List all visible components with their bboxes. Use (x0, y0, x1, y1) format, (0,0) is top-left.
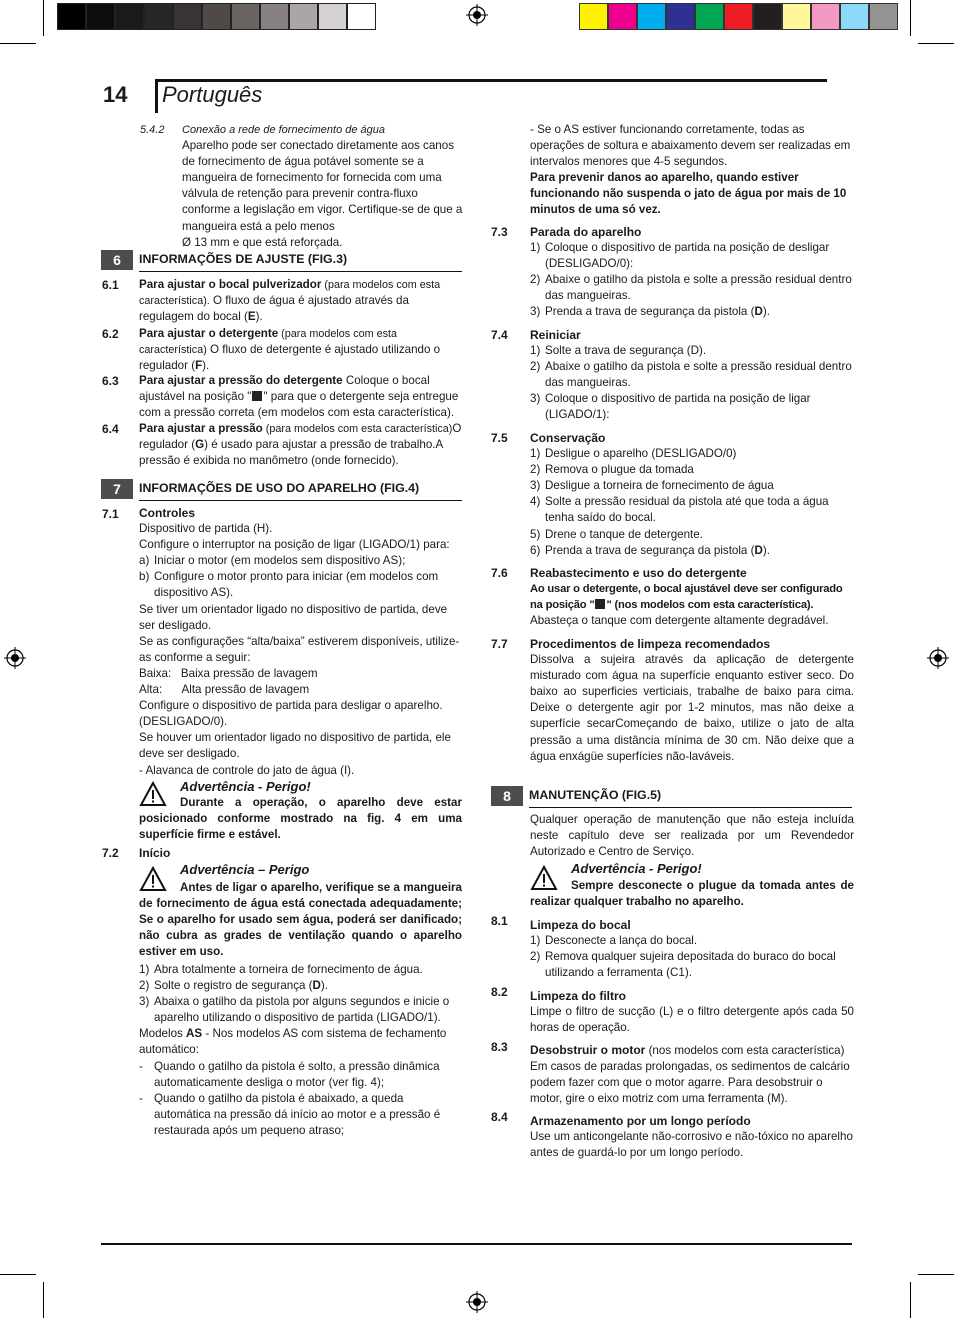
paragraph: Ø 13 mm e que está reforçada. (182, 235, 343, 249)
section-title: Limpeza do filtro (530, 989, 626, 1003)
item-text: O fluxo de detergente é ajustado utilizando o regulador ( (139, 343, 441, 373)
section-number: 8.3 (491, 1040, 508, 1054)
gray-swatch (173, 3, 202, 30)
list-item: - Quando o gatilho da pistola é solto, a pressão dinâmica automaticamente desliga o motor (ver fig. 4); (139, 1059, 440, 1089)
paragraph: Limpe o filtro de sucção (L) e o filtro detergente após cada 50 horas de operação. (530, 1005, 854, 1035)
item-text: O fluxo de água é ajustado através da regulagem do bocal ( (139, 294, 409, 324)
crop-mark (43, 1282, 44, 1318)
section-title: MANUTENÇÃO (FIG.5) (529, 788, 662, 802)
item-note: (para modelos com esta característica) (139, 328, 398, 357)
setting-low: Baixa: Baixa pressão de lavagem (139, 666, 318, 680)
page-language-title: Português (162, 82, 263, 107)
divider (139, 500, 462, 502)
list-item: 2) Solte o registro de segurança (D). (139, 979, 329, 993)
section-number: 6.2 (102, 327, 119, 341)
section-title: Início (139, 846, 171, 860)
paragraph: Ao usar o detergente, o bocal ajustável deve ser configurado na posição " " (nos modelos com esta característica). (530, 583, 843, 612)
section-7-2-continued (530, 122, 852, 219)
gray-swatch (260, 3, 289, 30)
list-item: 2) Remova o plugue da tomada (530, 463, 694, 477)
section-title: Conservação (530, 431, 606, 445)
paragraph: Modelos AS - Nos modelos AS com sistema de fechamento automático: (139, 1027, 447, 1057)
list-item: 3) Desligue a torneira de fornecimento de água (530, 479, 774, 493)
section-6-1 (139, 277, 462, 325)
item-title: Para ajustar a pressão do detergente (139, 374, 343, 387)
section-title: Armazenamento por um longo período (530, 1114, 751, 1128)
color-swatch (579, 3, 608, 30)
detergent-nozzle-icon (252, 391, 262, 401)
color-swatch (666, 3, 695, 30)
section-8-3 (530, 1042, 854, 1107)
section-number: 5.4.2 (140, 124, 165, 136)
list-item: 2) Remova qualquer sujeira depositada do buraco do bocal utilizando a ferramenta (C1). (530, 950, 836, 980)
section-number: 7.2 (102, 846, 119, 860)
crop-mark (910, 0, 911, 36)
registration-mark-icon (4, 647, 26, 669)
section-7-2-steps (139, 962, 462, 1139)
section-5-4-2 (182, 122, 464, 251)
paragraph: Configure o interruptor na posição de ligar (LIGADO/1) para: (139, 538, 450, 552)
section-number: 6.1 (102, 278, 119, 292)
crop-mark (43, 0, 44, 36)
item-note: (para modelos com esta característica). (139, 279, 441, 308)
list-item: 3) Coloque o dispositivo de partida na posição de ligar (LIGADO/1): (530, 392, 811, 422)
section-title: Limpeza do bocal (530, 918, 631, 932)
paragraph: Dissolva a sujeira através da aplicação de detergente misturado com água na superfície enquanto estiver seco. Do baixo ao superficies verticiais, trabalhe de baixo para cima. Deixe o detergente agir por 1-2 minutos, mas não deixe a superfície secarComeçando de baixo, utilize o jato de alta pressão a uma distância mínima de 30 cm. Não deixe que a água enxágüe superfícies não-laváveis. (530, 653, 854, 763)
color-swatch (811, 3, 840, 30)
paragraph: Use um anticongelante não-corrosivo e não-tóxico no aparelho antes de guardá-lo por um longo período. (530, 1130, 853, 1160)
color-swatch (695, 3, 724, 30)
section-7-7 (530, 636, 854, 765)
gray-swatch (57, 3, 86, 30)
section-6-4 (139, 421, 462, 469)
list-item: 6) Prenda a trava de segurança da pistola (D). (530, 543, 770, 557)
list-item: 1) Desconecte a lança do bocal. (530, 934, 698, 948)
color-swatch (608, 3, 637, 30)
item-title: Desobstruir o motor (530, 1043, 646, 1057)
header-rule-vertical (155, 79, 158, 113)
item-title: Para ajustar a pressão (139, 422, 263, 435)
crop-mark (918, 1274, 954, 1275)
detergent-nozzle-icon (595, 599, 605, 609)
paragraph: Aparelho pode ser conectado diretamente aos canos de fornecimento de água potável somente se a mangueira de fornecimento for fornecida com uma válvula de retenção para prevenir contra-fluxo conforme a legislação em vigor. Certifique-se de que a mangueira está a pelo menos (182, 139, 463, 233)
warning-title: Advertência - Perigo! (571, 861, 702, 876)
divider (139, 271, 462, 273)
crop-mark (0, 1274, 36, 1275)
section-number: 7.4 (491, 328, 508, 342)
section-7-6 (530, 565, 854, 629)
warning-title: Advertência - Perigo! (180, 779, 311, 794)
list-item: 1) Desligue o aparelho (DESLIGADO/0) (530, 447, 737, 461)
item-title: Para ajustar o detergente (139, 327, 279, 340)
item-text: Coloque o bocal ajustável na posição " (139, 374, 430, 404)
list-item: 2) Abaixe o gatilho da pistola e solte a pressão residual dentro das mangueiras. (530, 273, 852, 303)
setting-high: Alta: Alta pressão de lavagem (139, 683, 310, 697)
paragraph: Abasteça o tanque com detergente altamente degradável. (530, 614, 829, 628)
item-text: ). (202, 359, 210, 373)
item-text: " para que o detergente seja entregue com a pressão correta (em modelos com esta característica). (139, 390, 459, 420)
warning-text: Sempre desconecte o plugue da tomada antes de realizar qualquer trabalho no aparelho. (530, 879, 854, 909)
color-swatch (753, 3, 782, 30)
list-item: b) Configure o motor pronto para iniciar (em modelos com dispositivo AS). (139, 570, 439, 600)
registration-mark-icon (927, 647, 949, 669)
section-number: 7.5 (491, 431, 508, 445)
list-item: - Quando o gatilho da pistola é abaixado, a queda automática na pressão dá início ao motor e a pressão é restaurada após um pequeno atraso; (139, 1091, 441, 1137)
color-swatch (637, 3, 666, 30)
warning-title: Advertência – Perigo (180, 862, 310, 877)
paragraph: Se tiver um orientador ligado no dispositivo de partida, deve ser desligado. (139, 602, 448, 632)
gray-swatch (202, 3, 231, 30)
gray-swatch (144, 3, 173, 30)
warning-text: Durante a operação, o aparelho deve estar posicionado conforme mostrado na fig. 4 em uma superfície firme e estável. (139, 796, 462, 842)
section-number: 6.3 (102, 374, 119, 388)
item-text: O regulador ( (139, 422, 462, 452)
item-title: Para ajustar o bocal pulverizador (139, 278, 322, 291)
section-number: 7.3 (491, 225, 508, 239)
section-7-3 (530, 224, 852, 321)
item-note: (para modelos com esta característica) (262, 423, 453, 435)
item-text: ). (255, 310, 263, 324)
page-number: 14 (103, 82, 128, 107)
section-8-intro: Qualquer operação de manutenção que não esteja incluída neste capítulo deve ser realizada por um Revendedor Autorizado e Centro de Serviço. (530, 813, 854, 859)
crop-mark (910, 1282, 911, 1318)
list-item: 3) Prenda a trava de segurança da pistola (D). (530, 305, 770, 319)
section-number: 7.6 (491, 566, 508, 580)
section-7-4 (530, 327, 852, 424)
section-6-3 (139, 373, 462, 421)
key-letter: F (195, 359, 203, 373)
section-number: 8.2 (491, 985, 508, 999)
item-text: ) é usado para ajustar a pressão de trabalho.A pressão é exibida no manômetro (onde fornecido). (139, 438, 443, 468)
section-8-1 (530, 917, 852, 981)
paragraph: - Se o AS estiver funcionando corretamente, todas as operações de soltura e abaixamento devem ser realizadas em intervalos menores que 4-5 segundos. (530, 123, 851, 169)
list-item: 1) Coloque o dispositivo de partida na posição de desligar (DESLIGADO/0): (530, 241, 830, 271)
gray-swatch (289, 3, 318, 30)
list-item: 5) Drene o tanque de detergente. (530, 527, 703, 541)
key-letter: E (247, 310, 256, 324)
gray-swatch (347, 3, 376, 30)
section-header-8 (491, 786, 852, 806)
gray-swatch (86, 3, 115, 30)
section-title: Controles (139, 506, 196, 520)
section-6-2 (139, 326, 462, 374)
section-header-7 (101, 479, 462, 499)
gray-swatch (231, 3, 260, 30)
list-item: a) Iniciar o motor (em modelos sem dispositivo AS); (139, 554, 406, 568)
footer-rule (101, 1243, 852, 1245)
section-title: INFORMAÇÕES DE USO DO APARELHO (FIG.4) (139, 481, 420, 495)
paragraph: Se as configurações “alta/baixa” estiverem disponíveis, utilize-as conforme a seguir: (139, 634, 460, 664)
paragraph: Configure o dispositivo de partida para desligar o aparelho. (DESLIGADO/0). (139, 699, 443, 729)
gray-swatch (115, 3, 144, 30)
section-7-5 (530, 430, 852, 559)
warning-text: Antes de ligar o aparelho, verifique se a mangueira de fornecimento de água está conectada adequadamente; Se o aparelho for usado sem água, poderá ser danificado; não cubra as grades de ventilação quando o aparelho estiver em uso. (139, 881, 462, 959)
item-text: (nos modelos com esta característica) Em casos de paradas prolongadas, os sedimentos de calcário podem fazer com que o motor agarre. Para desobstruir o motor, gire o eixo motriz com uma ferramenta (M). (530, 1044, 850, 1106)
paragraph: Dispositivo de partida (H). (139, 522, 273, 536)
section-title: Procedimentos de limpeza recomendados (530, 637, 771, 651)
section-header-6 (101, 250, 462, 270)
color-swatch (840, 3, 869, 30)
section-number: 6.4 (102, 422, 119, 436)
crop-mark (0, 43, 36, 44)
section-title: INFORMAÇÕES DE AJUSTE (FIG.3) (139, 252, 348, 266)
section-title: Parada do aparelho (530, 225, 642, 239)
registration-mark-icon (466, 4, 488, 26)
section-number-badge: 7 (101, 479, 133, 499)
crop-mark (918, 43, 954, 44)
section-7-1 (139, 505, 462, 779)
section-title: Reiniciar (530, 328, 581, 342)
section-number-badge: 8 (491, 786, 523, 806)
registration-mark-icon (466, 1291, 488, 1313)
section-number: 7.7 (491, 637, 508, 651)
list-item: 4) Solte a pressão residual da pistola até que toda a água tenha saído do bocal. (530, 495, 829, 525)
color-swatch (869, 3, 898, 30)
key-letter: G (195, 438, 205, 452)
list-item: 2) Abaixe o gatilho da pistola e solte a pressão residual dentro das mangueiras. (530, 360, 852, 390)
color-swatch (782, 3, 811, 30)
section-number: 8.4 (491, 1110, 508, 1124)
paragraph: Para prevenir danos ao aparelho, quando estiver funcionando não suspenda o jato de água por mais de 10 minutos de uma só vez. (530, 171, 847, 217)
color-swatch (724, 3, 753, 30)
section-title: Conexão a rede de fornecimento de água (182, 124, 386, 136)
divider (529, 807, 852, 809)
section-number-badge: 6 (101, 250, 133, 270)
list-item: 3) Abaixa o gatilho da pistola por alguns segundos e inicie o aparelho utilizando o dispositivo de partida (LIGADO/1). (139, 995, 450, 1025)
list-item: 1) Abra totalmente a torneira de fornecimento de água. (139, 963, 423, 976)
section-number: 7.1 (102, 507, 119, 521)
section-number: 8.1 (491, 914, 508, 928)
section-8-4 (530, 1113, 854, 1161)
gray-swatch (318, 3, 347, 30)
paragraph: - Alavanca de controle do jato de água (I). (139, 763, 355, 777)
section-8-2 (530, 988, 854, 1036)
list-item: 1) Solte a trava de segurança (D). (530, 344, 707, 358)
paragraph: Se houver um orientador ligado no dispositivo de partida, ele deve ser desligado. (139, 731, 451, 761)
section-title: Reabastecimento e uso do detergente (530, 566, 747, 580)
